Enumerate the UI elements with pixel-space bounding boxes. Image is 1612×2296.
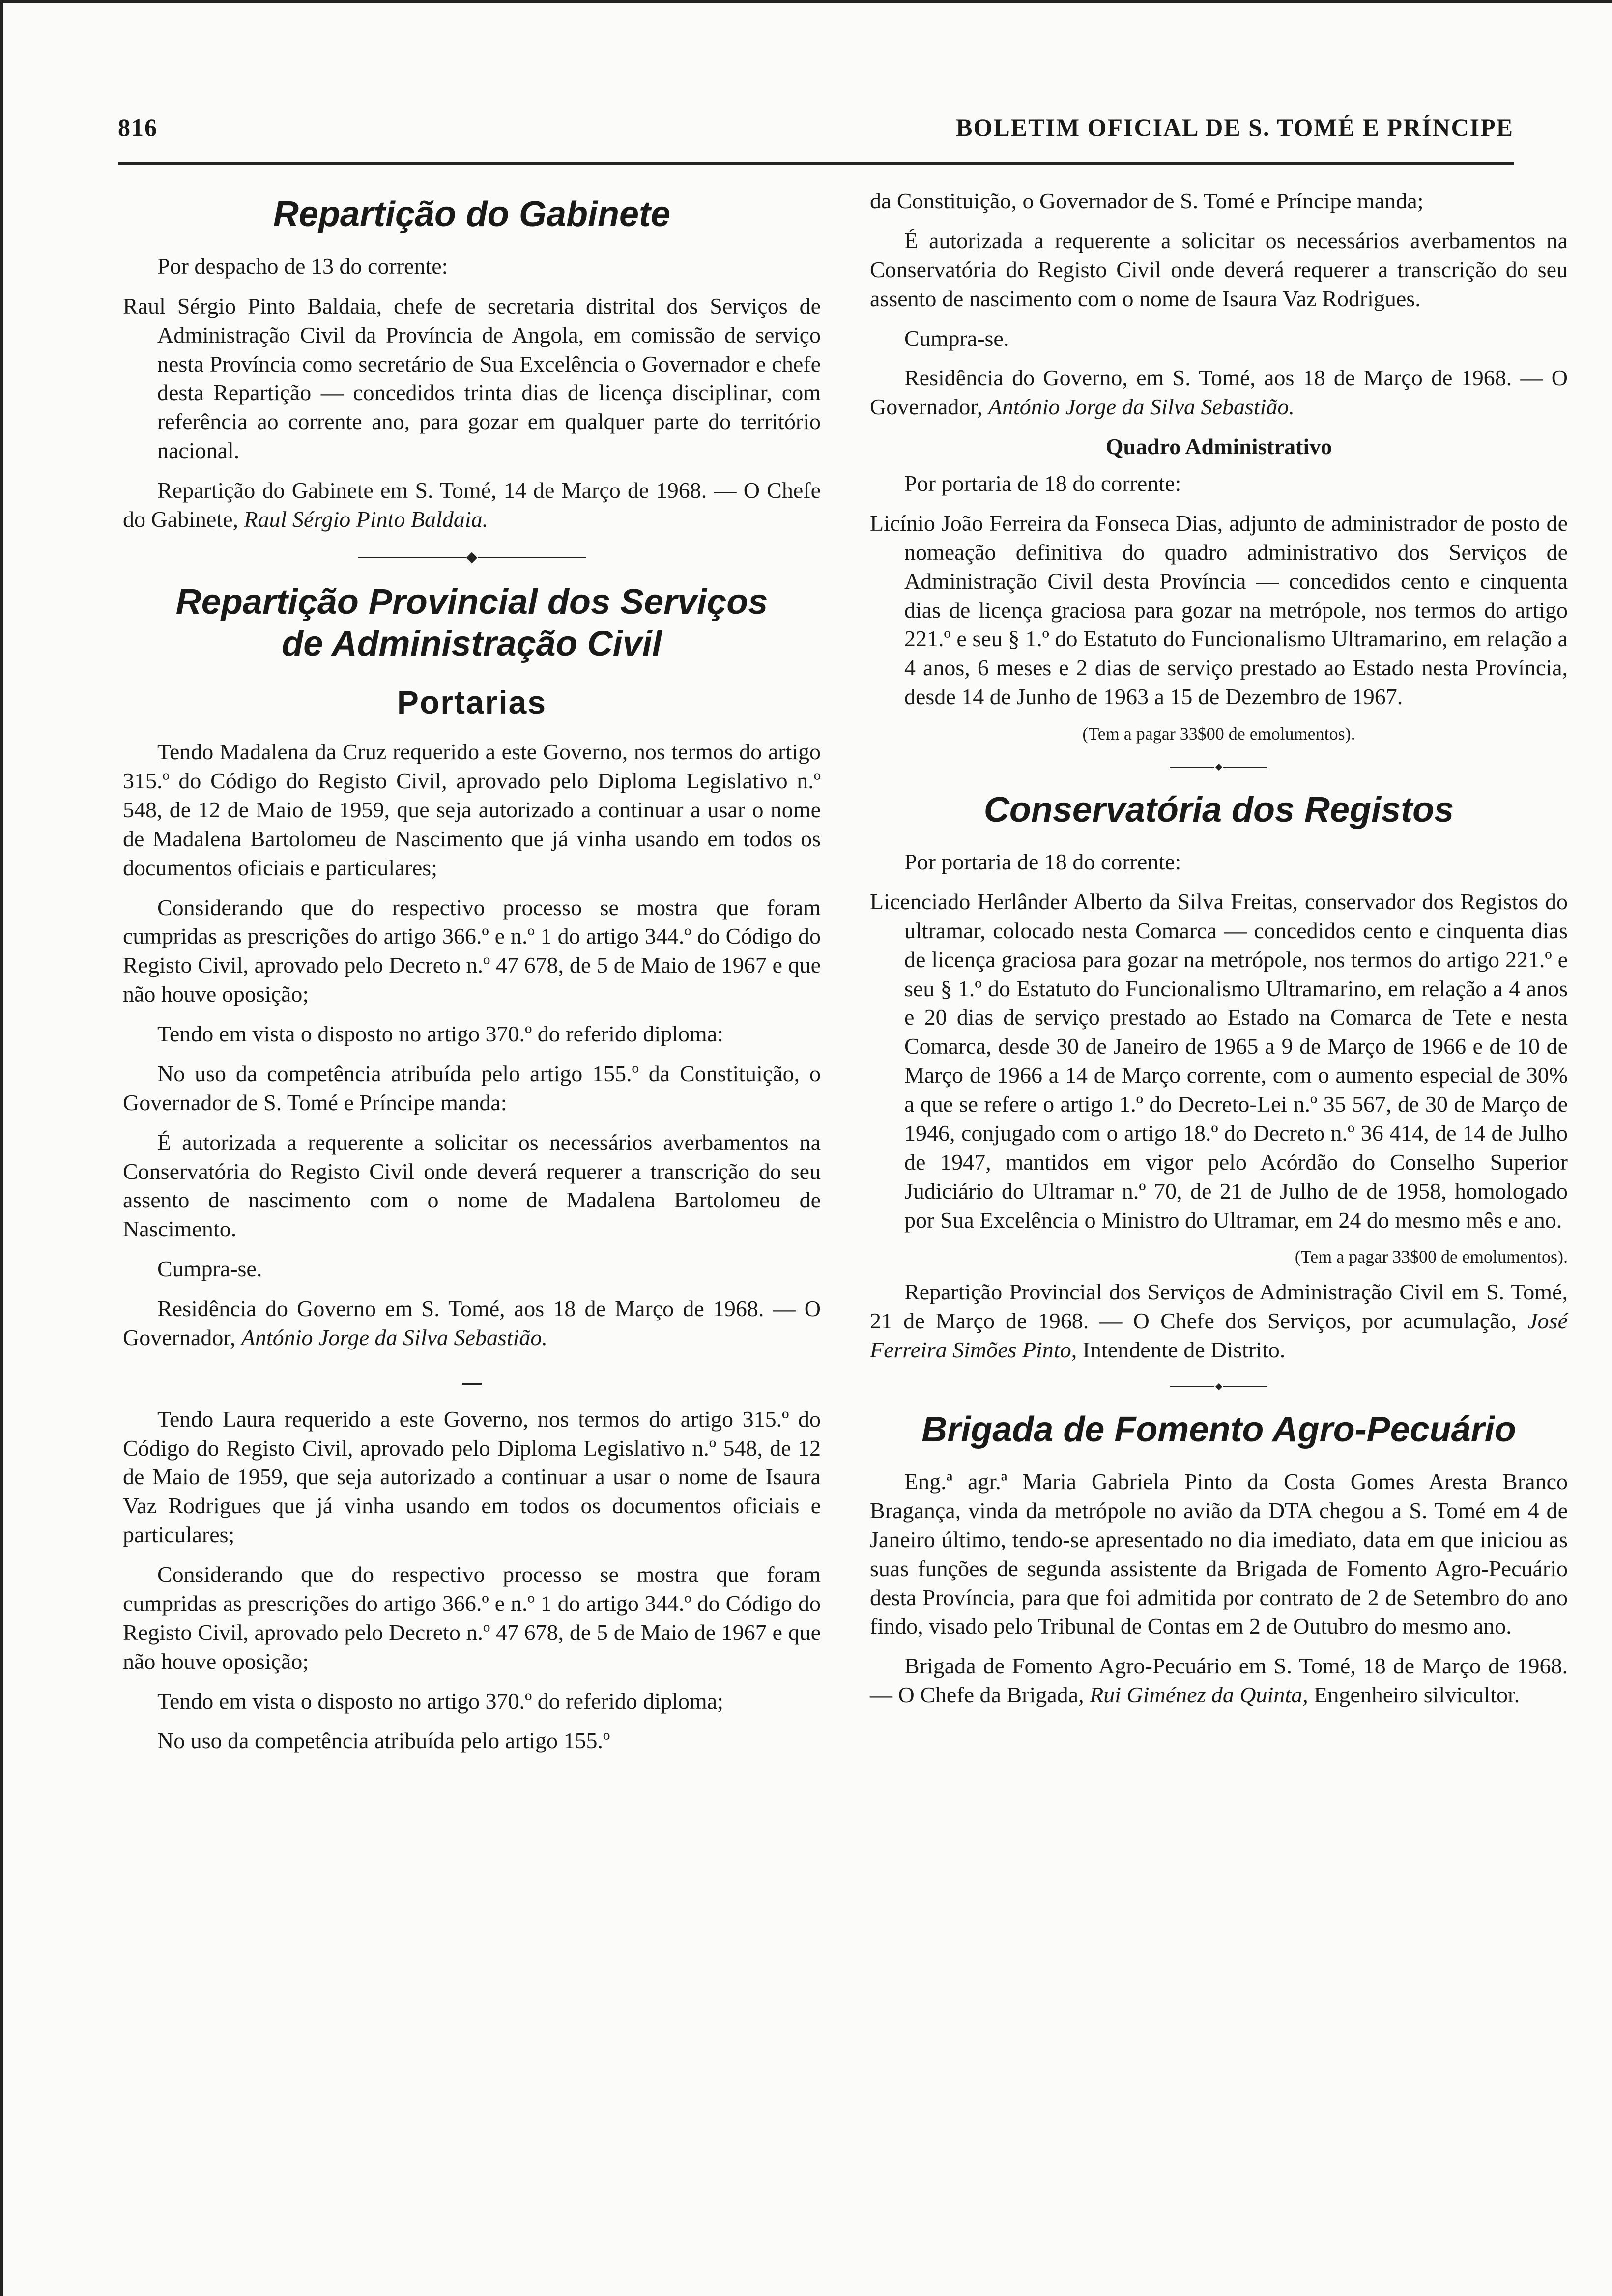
signature: António Jorge da Silva Sebastião. [988, 394, 1295, 420]
text: Residência do Governo em S. Tomé, aos 18 de Março de 1968. — O Governador, [123, 1296, 821, 1350]
signature: António Jorge da Silva Sebastião. [241, 1324, 547, 1350]
section-title-conservatoria: Conservatória dos Registos [983, 790, 1454, 830]
text: , Intendente de Distrito. [1071, 1337, 1286, 1363]
paragraph [870, 364, 1568, 422]
signature: José Ferreira Simões Pinto [870, 1308, 1568, 1363]
subheading-quadro: Quadro Administrativo [1105, 434, 1332, 459]
paragraph: Cumpra-se. [157, 1256, 262, 1282]
paragraph: Tendo Laura requerido a este Governo, nos termos do artigo 315.º do Código do Registo Civil, aprovado pelo Diploma Legislativo n.º 548, de 12 de Maio de 1959, que seja autorizado a continuar a usar o nome de Isaura Vaz Rodrigues que já vinha usando em todos os documentos oficiais e particulares; [123, 1406, 821, 1548]
paragraph: Eng.ª agr.ª Maria Gabriela Pinto da Costa Gomes Aresta Branco Bragança, vinda da metrópole no avião da DTA chegou a S. Tomé em 4 de Janeiro último, tendo-se apresentado no dia imediato, data em que iniciou as suas funções de segunda assistente da Brigada de Fomento Agro-Pecuário desta Província, para que foi admitida por contrato de 2 de Setembro do ano findo, visado pelo Tribunal de Contas em 2 de Outubro do mesmo ano. [870, 1469, 1568, 1639]
paragraph [123, 476, 821, 534]
section-separator [123, 554, 821, 562]
section-title-gabinete: Repartição do Gabinete [273, 195, 671, 234]
section-title-brigada: Brigada de Fomento Agro-Pecuário [921, 1410, 1516, 1450]
left-column [123, 187, 821, 1766]
text: Repartição Provincial dos Serviços de Administração Civil em S. Tomé, 21 de Março de 1968. — O Chefe dos Serviços, por acumulação, [870, 1279, 1568, 1334]
paragraph: Por despacho de 13 do corrente: [157, 253, 448, 279]
section-separator [870, 1384, 1568, 1389]
publication-title: BOLETIM OFICIAL DE S. TOMÉ E PRÍNCIPE [956, 114, 1514, 141]
title-line: Repartição Provincial dos Serviços [175, 582, 768, 622]
paragraph: Licínio João Ferreira da Fonseca Dias, adjunto de administrador de posto de nomeação definitiva do quadro administrativo dos Serviços de Administração Civil desta Província — concedidos cento e cinquenta dias de licença graciosa para gozar na metrópole, nos termos do artigo 221.º e seu § 1.º do Estatuto do Funcionalismo Ultramarino, em relação a 4 anos, 6 meses e 2 dias de serviço prestado ao Estado nesta Província, desde 14 de Junho de 1963 a 15 de Dezembro de 1967. [870, 510, 1568, 710]
emolumentos-note: (Tem a pagar 33$00 de emolumentos). [1295, 1247, 1568, 1267]
signature: Rui Giménez da Quinta [1090, 1682, 1303, 1708]
paragraph: Considerando que do respectivo processo se mostra que foram cumpridas as prescrições do artigo 366.º e n.º 1 do artigo 344.º do Código do Registo Civil, aprovado pelo Decreto n.º 47 678, de 5 de Maio de 1967 e que não houve oposição; [123, 1562, 821, 1674]
paragraph: da Constituição, o Governador de S. Tomé e Príncipe manda; [870, 188, 1424, 213]
text: Residência do Governo, em S. Tomé, aos 18 de Março de 1968. — O Governador, [870, 365, 1568, 420]
header-rule [118, 162, 1514, 165]
paragraph: Tendo Madalena da Cruz requerido a este Governo, nos termos do artigo 315.º do Código do Registo Civil, aprovado pelo Diploma Legislativo n.º 548, de 12 de Maio de 1959, que seja autorizado a continuar a usar o nome de Madalena Bartolomeu de Nascimento que já vinha usando em todos os documentos oficiais e particulares; [123, 739, 821, 880]
right-column [870, 187, 1568, 1721]
text: , Engenheiro silvicultor. [1302, 1682, 1520, 1708]
paragraph: No uso da competência atribuída pelo artigo 155.º [157, 1728, 610, 1753]
section-separator [870, 765, 1568, 770]
paragraph: Tendo em vista o disposto no artigo 370.º do referido diploma; [157, 1688, 723, 1714]
paragraph [123, 1294, 821, 1352]
paragraph: No uso da competência atribuída pelo artigo 155.º da Constituição, o Governador de S. Tomé e Príncipe manda: [123, 1061, 821, 1115]
paragraph [870, 1278, 1568, 1365]
paragraph: Considerando que do respectivo processo se mostra que foram cumpridas as prescrições do artigo 366.º e n.º 1 do artigo 344.º do Código do Registo Civil, aprovado pelo Decreto n.º 47 678, de 5 de Maio de 1967 e que não houve oposição; [123, 894, 821, 1007]
paragraph: Por portaria de 18 do corrente: [904, 849, 1181, 875]
subtitle-portarias: Portarias [397, 684, 547, 720]
text: Repartição do Gabinete em S. Tomé, 14 de Março de 1968. — O Chefe do Gabinete, [123, 478, 821, 532]
short-dash [123, 1363, 821, 1392]
paragraph: Raul Sérgio Pinto Baldaia, chefe de secretaria distrital dos Serviços de Administração Civil da Província de Angola, em comissão de serviço nesta Província como secretário de Sua Excelência o Governador e chefe desta Repartição — concedidos trinta dias de licença disciplinar, com referência ao corrente ano, para gozar em qualquer parte do território nacional. [123, 293, 821, 463]
page-header [118, 108, 1514, 147]
paragraph: Cumpra-se. [904, 325, 1009, 351]
text: Brigada de Fomento Agro-Pecuário em S. Tomé, 18 de Março de 1968. — O Chefe da Brigada, [870, 1653, 1568, 1708]
paragraph: Por portaria de 18 do corrente: [904, 471, 1181, 496]
title-line: de Administração Civil [282, 624, 662, 663]
paragraph: Tendo em vista o disposto no artigo 370.º do referido diploma: [157, 1021, 723, 1047]
signature: Raul Sérgio Pinto Baldaia. [244, 506, 489, 532]
page-number: 816 [118, 114, 158, 141]
section-title-servicos [123, 581, 821, 665]
paragraph [870, 1652, 1568, 1710]
paragraph: É autorizada a requerente a solicitar os necessários averbamentos na Conservatória do Registo Civil onde deverá requerer a transcrição do seu assento de nascimento com o nome de Isaura Vaz Rodrigues. [870, 228, 1568, 311]
paragraph: Licenciado Herlânder Alberto da Silva Freitas, conservador dos Registos do ultramar, colocado nesta Comarca — concedidos cento e cinquenta dias de licença graciosa para gozar na metrópole, nos termos do artigo 221.º e seu § 1.º do Estatuto do Funcionalismo Ultramarino, em relação a 4 anos e 20 dias de serviço prestado ao Estado na Comarca de Tete e nesta Comarca, desde 30 de Janeiro de 1965 a 9 de Março de 1966 e de 10 de Março de 1966 a 14 de Março corrente, com o aumento especial de 30% a que se refere o artigo 1.º do Decreto-Lei n.º 35 567, de 30 de Março de 1946, conjugado com o artigo 18.º do Decreto n.º 36 414, de 14 de Julho de 1947, mantidos em vigor pelo Acórdão do Conselho Superior Judiciário do Ultramar n.º 70, de 21 de Julho de de 1958, homologado por Sua Excelência o Ministro do Ultramar, em 24 do mesmo mês e ano. [870, 889, 1568, 1233]
emolumentos-note: (Tem a pagar 33$00 de emolumentos). [1082, 724, 1355, 744]
paragraph: É autorizada a requerente a solicitar os necessários averbamentos na Conservatória do Registo Civil onde deverá requerer a transcrição do seu assento de nascimento com o nome de Madalena Bartolomeu de Nascimento. [123, 1129, 821, 1242]
